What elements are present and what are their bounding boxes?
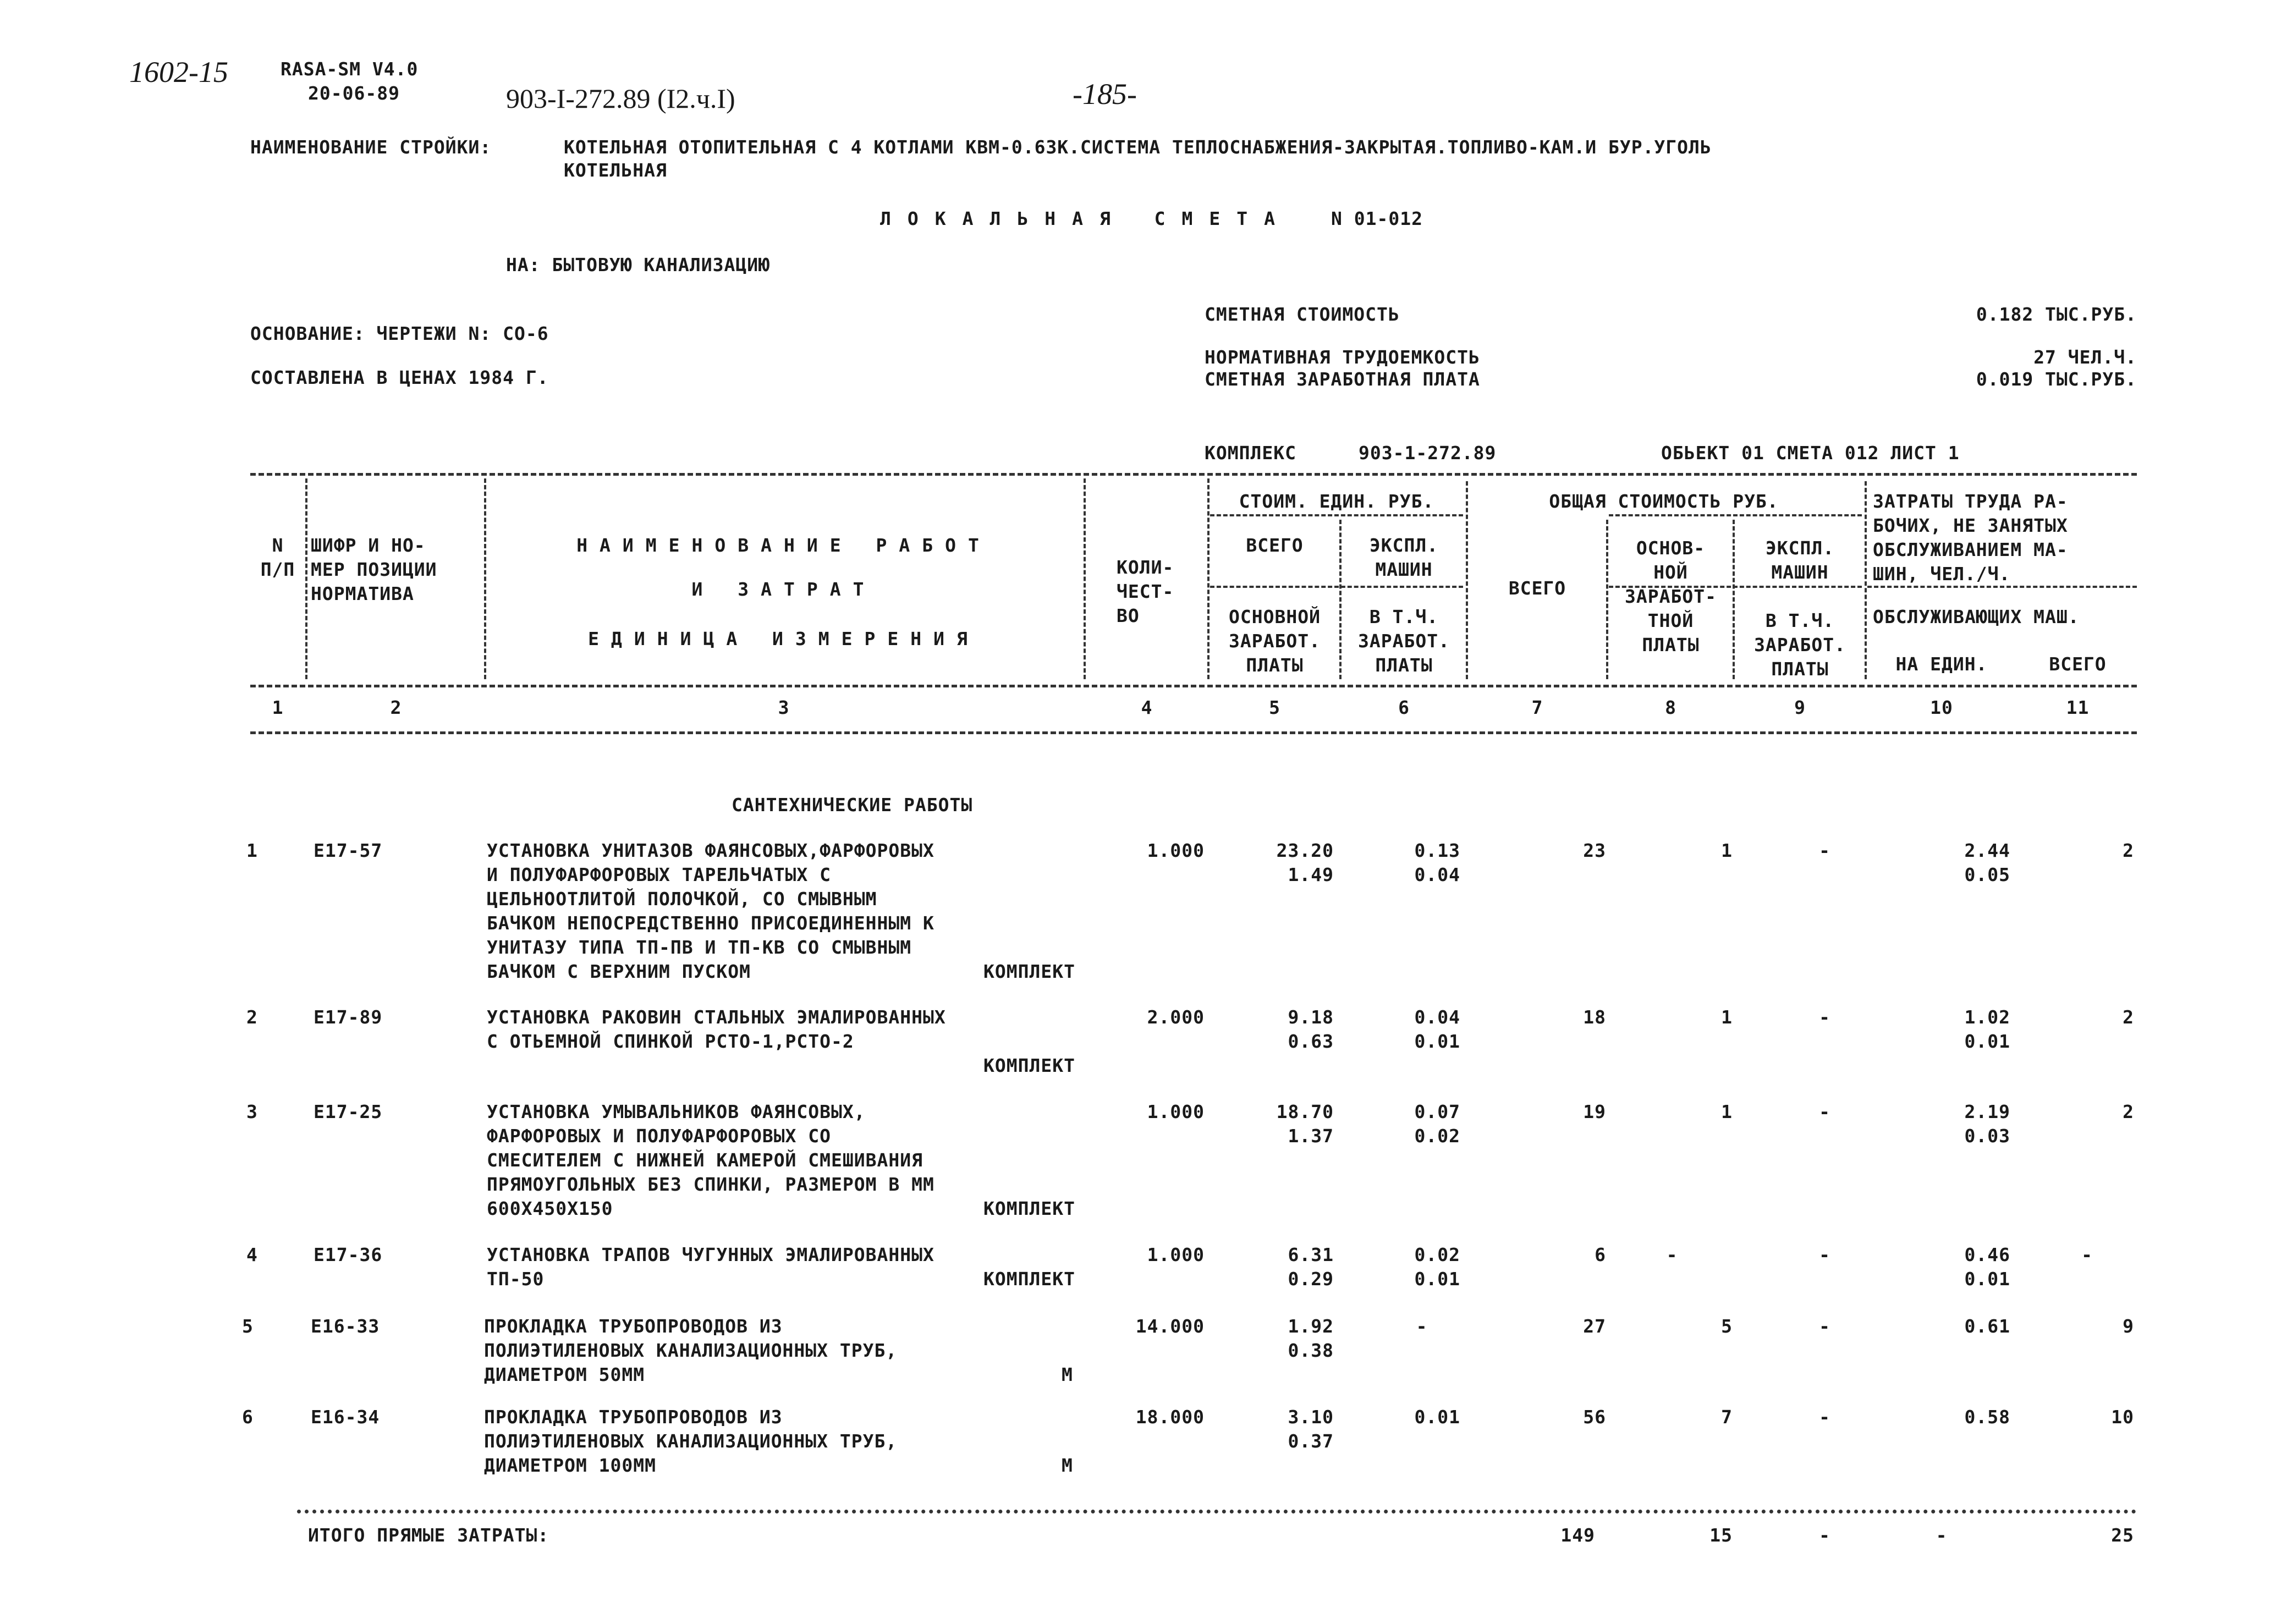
row-unit-total: 1.92 [1288, 1315, 1334, 1337]
row-description: УСТАНОВКА УНИТАЗОВ ФАЯНСОВЫХ,ФАРФОРОВЫХ И ПОЛУФАРФОРОВЫХ ТАРЕЛЬЧАТЫХ С ЦЕЛЬНООТЛИТОЙ ПОЛОЧКОЙ, СО СМЫВНЫМ БАЧКОМ НЕПОСРЕДСТВЕННО ПРИСОЕДИНЕННЫМ К УНИТАЗУ ТИПА ТП-ПВ И ТП-КВ СО СМЫВНЫМ БАЧКОМ С ВЕРХНИМ ПУСКОМ [487, 840, 934, 982]
row-description: ПРОКЛАДКА ТРУБОПРОВОДОВ ИЗ ПОЛИЭТИЛЕНОВЫХ КАНАЛИЗАЦИОННЫХ ТРУБ, ДИАМЕТРОМ 100ММ [484, 1406, 898, 1476]
row-qty: 2.000 [1147, 1006, 1205, 1028]
row-unit-wage: 0.37 [1288, 1430, 1334, 1452]
row-unit-machines-wage: 0.01 [1414, 1031, 1460, 1052]
row-unit-machines-wage: 0.01 [1414, 1268, 1460, 1290]
row-total-wage: 5 [1721, 1315, 1733, 1337]
row-total-machines: - [1819, 1006, 1830, 1028]
row-labor-unit-machines: 0.01 [1964, 1031, 2010, 1052]
col-header-7: ВСЕГО [1508, 577, 1566, 599]
complex-label: КОМПЛЕКС [1205, 442, 1296, 464]
col-number: 7 [1531, 697, 1543, 718]
labor-label: НОРМАТИВНАЯ ТРУДОЕМКОСТЬ [1205, 346, 1480, 368]
complex-value: 903-1-272.89 [1359, 442, 1497, 464]
row-unit: КОМПЛЕКТ [983, 1198, 1075, 1219]
row-unit-machines: 0.13 [1414, 840, 1460, 861]
col-header-11: ВСЕГО [2049, 653, 2107, 675]
col-number: 8 [1665, 697, 1676, 718]
row-unit-total: 6.31 [1288, 1244, 1334, 1265]
row-code: Е17-36 [314, 1244, 383, 1265]
construction-name-line1: КОТЕЛЬНАЯ ОТОПИТЕЛЬНАЯ С 4 КОТЛАМИ КВМ-0.63К.СИСТЕМА ТЕПЛОСНАБЖЕНИЯ-ЗАКРЫТАЯ.ТОПЛИВО-КАМ.И БУР.УГОЛЬ [564, 136, 1712, 158]
row-unit-total: 18.70 [1276, 1101, 1334, 1122]
labor-value: 27 ЧЕЛ.Ч. [2033, 346, 2137, 368]
row-total-machines: - [1819, 1244, 1830, 1265]
totals-labor-unit: - [1936, 1524, 1948, 1546]
row-unit-machines: - [1416, 1315, 1428, 1337]
row-total-wage: 7 [1721, 1406, 1733, 1428]
row-unit: КОМПЛЕКТ [983, 961, 1075, 982]
row-labor-total: - [2081, 1244, 2093, 1265]
row-number: 1 [246, 840, 258, 861]
row-code: Е17-25 [314, 1101, 383, 1122]
totals-wage: 15 [1709, 1524, 1733, 1546]
row-labor-total: 2 [2123, 840, 2134, 861]
col-header-unit-cost: СТОИМ. ЕДИН. РУБ. [1239, 491, 1434, 512]
col-header-npp: N П/П [260, 535, 295, 580]
col-number: 6 [1398, 697, 1410, 718]
totals-machines: - [1819, 1524, 1830, 1546]
row-number: 3 [246, 1101, 258, 1122]
row-description: УСТАНОВКА УМЫВАЛЬНИКОВ ФАЯНСОВЫХ, ФАРФОРОВЫХ И ПОЛУФАРФОРОВЫХ СО СМЕСИТЕЛЕМ С НИЖНЕЙ КАМЕРОЙ СМЕШИВАНИЯ ПРЯМОУГОЛЬНЫХ БЕЗ СПИНКИ, РАЗМЕРОМ В ММ 600Х450Х150 [487, 1101, 934, 1219]
row-unit: М [1062, 1455, 1073, 1476]
col-divider [1084, 478, 1086, 679]
col-header-name-c: ЕДИНИЦА ИЗМЕРЕНИЯ [588, 628, 980, 649]
row-labor-unit: 1.02 [1964, 1006, 2010, 1028]
row-number: 2 [246, 1006, 258, 1028]
row-code: Е17-57 [314, 840, 383, 861]
row-labor-unit: 0.58 [1964, 1406, 2010, 1428]
row-description: УСТАНОВКА ТРАПОВ ЧУГУННЫХ ЭМАЛИРОВАННЫХ ТП-50 [487, 1244, 934, 1290]
row-qty: 14.000 [1135, 1315, 1205, 1337]
row-unit-wage: 0.63 [1288, 1031, 1334, 1052]
col-header-8: ОСНОВ- НОЙ ЗАРАБОТ- ТНОЙ ПЛАТЫ [1625, 537, 1717, 656]
col-divider [1339, 520, 1342, 679]
col-number: 10 [1930, 697, 1953, 718]
prices-year: СОСТАВЛЕНА В ЦЕНАХ 1984 Г. [250, 367, 549, 388]
totals-rule [297, 1510, 2137, 1513]
row-total: 23 [1583, 840, 1606, 861]
col-header-6b: В Т.Ч. ЗАРАБОТ. ПЛАТЫ [1358, 606, 1450, 676]
column-numbers-rule [250, 731, 2137, 734]
estimate-title: ЛОКАЛЬНАЯ СМЕТА [880, 208, 1292, 229]
row-total: 56 [1583, 1406, 1606, 1428]
row-unit-wage: 0.38 [1288, 1340, 1334, 1361]
wage-label: СМЕТНАЯ ЗАРАБОТНАЯ ПЛАТА [1205, 368, 1480, 390]
program-date: 20-06-89 [308, 82, 400, 104]
row-total-machines: - [1819, 1406, 1830, 1428]
estimate-number: N 01-012 [1331, 208, 1423, 229]
row-total: 6 [1595, 1244, 1606, 1265]
table-top-rule [250, 473, 2137, 476]
col-header-5a: ВСЕГО [1246, 535, 1304, 556]
col-number: 4 [1141, 697, 1153, 718]
col-header-code: ШИФР И НО- МЕР ПОЗИЦИИ НОРМАТИВА [311, 535, 437, 604]
row-unit-total: 9.18 [1288, 1006, 1334, 1028]
row-unit: КОМПЛЕКТ [983, 1268, 1075, 1290]
row-unit-total: 3.10 [1288, 1406, 1334, 1428]
row-total-machines: - [1819, 840, 1830, 861]
row-total-wage: 1 [1721, 1006, 1733, 1028]
row-unit-machines-wage: 0.04 [1414, 864, 1460, 885]
col-number: 9 [1794, 697, 1806, 718]
col-header-total-cost: ОБЩАЯ СТОИМОСТЬ РУБ. [1549, 491, 1779, 512]
row-total: 18 [1583, 1006, 1606, 1028]
row-labor-unit: 2.44 [1964, 840, 2010, 861]
col-number: 2 [390, 697, 402, 718]
col-header-9: ЭКСПЛ. МАШИН В Т.Ч. ЗАРАБОТ. ПЛАТЫ [1754, 537, 1846, 680]
row-total-machines: - [1819, 1315, 1830, 1337]
col-header-labor-machines: ОБСЛУЖИВАЮЩИХ МАШ. [1873, 606, 2080, 627]
row-unit-wage: 0.29 [1288, 1268, 1334, 1290]
row-total-wage: - [1666, 1244, 1678, 1265]
row-labor-total: 10 [2111, 1406, 2134, 1428]
row-code: Е17-89 [314, 1006, 383, 1028]
total-cost-rule [1609, 514, 1862, 516]
totals-cost: 149 [1560, 1524, 1595, 1546]
header-bottom-rule [250, 685, 2137, 687]
construction-name-line2: КОТЕЛЬНАЯ [564, 159, 667, 181]
row-qty: 1.000 [1147, 840, 1205, 861]
row-qty: 1.000 [1147, 1244, 1205, 1265]
row-labor-total: 2 [2123, 1006, 2134, 1028]
section-title: САНТЕХНИЧЕСКИЕ РАБОТЫ [732, 794, 973, 816]
col-header-qty: КОЛИ- ЧЕСТ- ВО [1117, 557, 1174, 626]
row-unit: М [1062, 1364, 1073, 1385]
row-total: 27 [1583, 1315, 1606, 1337]
unit-cost-rule [1210, 586, 1463, 588]
col-header-name-a: НАИМЕНОВАНИЕ РАБОТ [576, 535, 991, 556]
row-number: 5 [242, 1315, 254, 1337]
row-labor-unit: 2.19 [1964, 1101, 2010, 1122]
col-header-6a: ЭКСПЛ. МАШИН [1369, 535, 1439, 580]
totals-labor: 25 [2111, 1524, 2134, 1546]
row-unit: КОМПЛЕКТ [983, 1055, 1075, 1076]
basis: ОСНОВАНИЕ: ЧЕРТЕЖИ N: СО-6 [250, 323, 549, 344]
row-description: ПРОКЛАДКА ТРУБОПРОВОДОВ ИЗ ПОЛИЭТИЛЕНОВЫХ КАНАЛИЗАЦИОННЫХ ТРУБ, ДИАМЕТРОМ 50ММ [484, 1315, 898, 1385]
row-qty: 18.000 [1135, 1406, 1205, 1428]
row-unit-machines: 0.07 [1414, 1101, 1460, 1122]
col-divider [1606, 520, 1608, 679]
col-header-10: НА ЕДИН. [1895, 653, 1988, 675]
row-unit-machines-wage: 0.02 [1414, 1125, 1460, 1147]
row-labor-total: 2 [2123, 1101, 2134, 1122]
row-total-wage: 1 [1721, 1101, 1733, 1122]
unit-cost-rule [1210, 514, 1463, 516]
row-unit-machines: 0.02 [1414, 1244, 1460, 1265]
row-total-wage: 1 [1721, 840, 1733, 861]
project-code: 903-I-272.89 (I2.ч.I) [506, 83, 735, 114]
object-line: ОБЬЕКТ 01 СМЕТА 012 ЛИСТ 1 [1661, 442, 1960, 464]
row-code: Е16-33 [311, 1315, 380, 1337]
row-labor-unit: 0.46 [1964, 1244, 2010, 1265]
col-number: 5 [1269, 697, 1280, 718]
col-number: 1 [272, 697, 284, 718]
col-divider [1207, 478, 1210, 679]
cost-label: СМЕТНАЯ СТОИМОСТЬ [1205, 304, 1400, 325]
row-total-machines: - [1819, 1101, 1830, 1122]
totals-label: ИТОГО ПРЯМЫЕ ЗАТРАТЫ: [308, 1524, 549, 1546]
col-number: 11 [2066, 697, 2090, 718]
row-qty: 1.000 [1147, 1101, 1205, 1122]
row-labor-unit: 0.61 [1964, 1315, 2010, 1337]
row-labor-unit-machines: 0.03 [1964, 1125, 2010, 1147]
row-number: 6 [242, 1406, 254, 1428]
row-number: 4 [246, 1244, 258, 1265]
row-unit-machines: 0.04 [1414, 1006, 1460, 1028]
col-header-5b: ОСНОВНОЙ ЗАРАБОТ. ПЛАТЫ [1229, 606, 1321, 676]
col-divider [305, 478, 307, 679]
row-labor-unit-machines: 0.01 [1964, 1268, 2010, 1290]
handwritten-code: 1602-15 [129, 56, 228, 89]
cost-value: 0.182 ТЫС.РУБ. [1976, 304, 2137, 325]
wage-value: 0.019 ТЫС.РУБ. [1976, 368, 2137, 390]
construction-label: НАИМЕНОВАНИЕ СТРОЙКИ: [250, 136, 492, 158]
row-unit-wage: 1.37 [1288, 1125, 1334, 1147]
col-divider [1865, 481, 1867, 679]
row-description: УСТАНОВКА РАКОВИН СТАЛЬНЫХ ЭМАЛИРОВАННЫХ С ОТЬЕМНОЙ СПИНКОЙ РСТО-1,РСТО-2 [487, 1006, 946, 1052]
row-labor-unit-machines: 0.05 [1964, 864, 2010, 885]
program-version: RASA-SM V4.0 [281, 58, 419, 80]
col-header-labor: ЗАТРАТЫ ТРУДА РА- БОЧИХ, НЕ ЗАНЯТЫХ ОБСЛУЖИВАНИЕМ МА- ШИН, ЧЕЛ./Ч. [1873, 491, 2068, 585]
row-unit-wage: 1.49 [1288, 864, 1334, 885]
col-divider [484, 478, 486, 679]
row-total: 19 [1583, 1101, 1606, 1122]
row-labor-total: 9 [2123, 1315, 2134, 1337]
col-divider [1733, 520, 1735, 679]
col-number: 3 [778, 697, 790, 718]
col-divider [1466, 481, 1468, 679]
row-unit-total: 23.20 [1276, 840, 1334, 861]
row-unit-machines: 0.01 [1414, 1406, 1460, 1428]
col-header-name-b: И ЗАТРАТ [691, 579, 876, 600]
row-code: Е16-34 [311, 1406, 380, 1428]
page-mark: -185- [1073, 78, 1137, 111]
estimate-subject: НА: БЫТОВУЮ КАНАЛИЗАЦИЮ [506, 254, 770, 276]
